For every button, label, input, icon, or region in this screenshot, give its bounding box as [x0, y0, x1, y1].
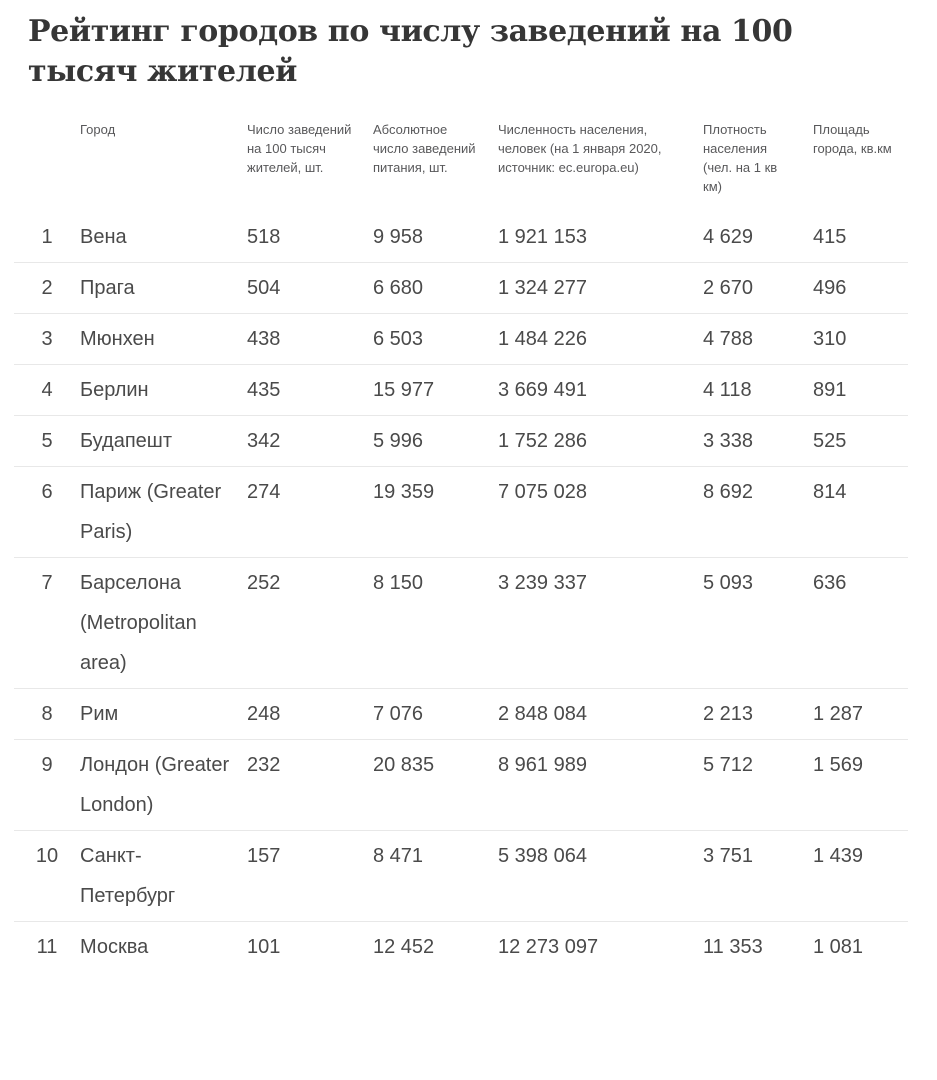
city-cell: Прага	[80, 277, 135, 299]
city-cell: Вена	[80, 226, 127, 248]
population-cell: 7 075 028	[498, 481, 587, 503]
table-row	[14, 740, 908, 831]
density-cell: 2 670	[703, 277, 754, 299]
table-row	[14, 831, 908, 922]
population-cell: 1 324 277	[498, 277, 587, 299]
table-row	[14, 558, 908, 689]
per100k-cell: 435	[247, 379, 281, 401]
area-cell: 891	[813, 379, 847, 401]
area-cell: 1 439	[813, 845, 864, 867]
col-header-per100k: Число заведений на 100 тысяч жителей, шт.	[247, 122, 352, 175]
city-cell: Берлин	[80, 379, 149, 401]
population-cell: 3 669 491	[498, 379, 587, 401]
per100k-cell: 157	[247, 845, 281, 867]
abs-cell: 15 977	[373, 379, 435, 401]
city-cell: Мюнхен	[80, 328, 155, 350]
table-row	[14, 212, 908, 263]
per100k-cell: 252	[247, 572, 281, 594]
abs-cell: 8 150	[373, 572, 424, 594]
table-row	[14, 467, 908, 558]
density-cell: 4 788	[703, 328, 754, 350]
rank-cell: 3	[41, 328, 53, 350]
table-row	[14, 689, 908, 740]
rank-cell: 7	[41, 572, 53, 594]
density-cell: 3 751	[703, 845, 754, 867]
table-row	[14, 922, 908, 973]
city-cell: Будапешт	[80, 430, 172, 452]
city-cell: Лондон (Greater London)	[80, 754, 230, 816]
density-cell: 5 093	[703, 572, 754, 594]
rank-cell: 2	[41, 277, 53, 299]
area-cell: 1 287	[813, 703, 864, 725]
density-cell: 2 213	[703, 703, 754, 725]
per100k-cell: 518	[247, 226, 281, 248]
abs-cell: 20 835	[373, 754, 435, 776]
rank-cell: 8	[41, 703, 53, 725]
page-title: Рейтинг городов по числу заведений на 100 тысяч жителей	[28, 14, 793, 89]
per100k-cell: 232	[247, 754, 281, 776]
density-cell: 11 353	[703, 936, 763, 958]
city-cell: Париж (Greater Paris)	[80, 481, 222, 543]
table-row	[14, 314, 908, 365]
abs-cell: 8 471	[373, 845, 424, 867]
col-header-rank	[14, 116, 80, 212]
area-cell: 310	[813, 328, 847, 350]
population-cell: 12 273 097	[498, 936, 599, 958]
area-cell: 636	[813, 572, 847, 594]
table-body	[14, 212, 908, 972]
area-cell: 1 569	[813, 754, 864, 776]
per100k-cell: 504	[247, 277, 281, 299]
abs-cell: 6 680	[373, 277, 424, 299]
density-cell: 4 118	[703, 379, 752, 401]
per100k-cell: 438	[247, 328, 281, 350]
population-cell: 2 848 084	[498, 703, 587, 725]
per100k-cell: 274	[247, 481, 281, 503]
area-cell: 814	[813, 481, 847, 503]
abs-cell: 9 958	[373, 226, 424, 248]
abs-cell: 7 076	[373, 703, 424, 725]
rank-cell: 6	[41, 481, 53, 503]
area-cell: 496	[813, 277, 847, 299]
per100k-cell: 248	[247, 703, 281, 725]
density-cell: 8 692	[703, 481, 754, 503]
area-cell: 415	[813, 226, 847, 248]
table-header-row	[14, 116, 908, 212]
city-cell: Рим	[80, 703, 119, 725]
abs-cell: 19 359	[373, 481, 435, 503]
density-cell: 3 338	[703, 430, 754, 452]
population-cell: 5 398 064	[498, 845, 587, 867]
col-header-density: Плотность населения (чел. на 1 кв км)	[703, 122, 778, 194]
abs-cell: 5 996	[373, 430, 424, 452]
city-cell: Санкт-Петербург	[80, 845, 176, 907]
abs-cell: 12 452	[373, 936, 435, 958]
population-cell: 1 484 226	[498, 328, 587, 350]
city-ranking-table	[14, 116, 908, 972]
col-header-area: Площадь города, кв.км	[813, 122, 892, 156]
area-cell: 525	[813, 430, 847, 452]
density-cell: 4 629	[703, 226, 754, 248]
rank-cell: 4	[41, 379, 53, 401]
table-row	[14, 416, 908, 467]
table-row	[14, 365, 908, 416]
population-cell: 1 752 286	[498, 430, 587, 452]
abs-cell: 6 503	[373, 328, 424, 350]
rank-cell: 5	[41, 430, 53, 452]
population-cell: 8 961 989	[498, 754, 587, 776]
city-cell: Москва	[80, 936, 149, 958]
rank-cell: 1	[41, 226, 53, 248]
rank-cell: 9	[41, 754, 53, 776]
col-header-population: Численность населения, человек (на 1 января 2020, источник: ec.europa.eu)	[498, 122, 662, 175]
table-row	[14, 263, 908, 314]
per100k-cell: 101	[247, 936, 281, 958]
rank-cell: 11	[36, 936, 58, 958]
area-cell: 1 081	[813, 936, 864, 958]
rank-cell: 10	[35, 845, 59, 867]
city-cell: Барселона (Metropolitan area)	[80, 572, 197, 674]
density-cell: 5 712	[703, 754, 754, 776]
per100k-cell: 342	[247, 430, 281, 452]
population-cell: 1 921 153	[498, 226, 587, 248]
col-header-city: Город	[80, 122, 116, 137]
population-cell: 3 239 337	[498, 572, 587, 594]
col-header-abs: Абсолютное число заведений питания, шт.	[373, 122, 476, 175]
